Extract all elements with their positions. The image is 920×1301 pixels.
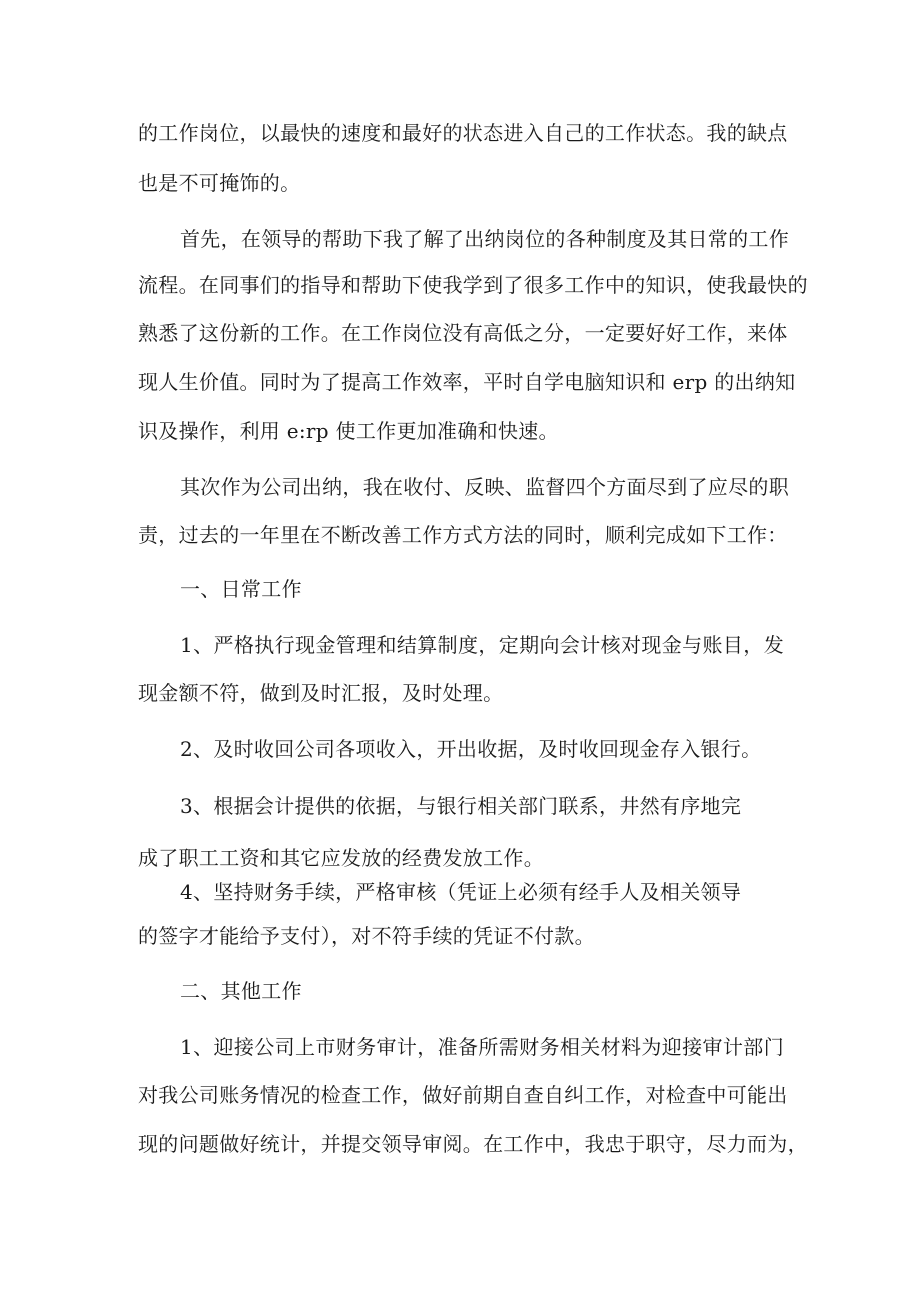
section-heading: 一、日常工作 [180, 577, 302, 601]
paragraph-line: 的签字才能给予支付），对不符手续的凭证不付款。 [138, 924, 595, 948]
paragraph-line: 熟悉了这份新的工作。在工作岗位没有高低之分，一定要好好工作，来体 [138, 321, 788, 345]
section-heading: 二、其他工作 [180, 979, 302, 1003]
paragraph-line: 现的问题做好统计，并提交领导审阅。在工作中，我忠于职守，尽力而为， [138, 1132, 808, 1156]
paragraph-line: 3、根据会计提供的依据，与银行相关部门联系，井然有序地完 [180, 794, 742, 818]
paragraph-line: 流程。在同事们的指导和帮助下使我学到了很多工作中的知识，使我最快的 [138, 273, 808, 297]
paragraph-line: 现金额不符，做到及时汇报，及时处理。 [138, 681, 504, 705]
paragraph-line: 1、迎接公司上市财务审计，准备所需财务相关材料为迎接审计部门 [180, 1035, 784, 1059]
paragraph-line: 的工作岗位，以最快的速度和最好的状态进入自己的工作状态。我的缺点 [138, 121, 788, 145]
paragraph-line: 也是不可掩饰的。 [138, 171, 301, 195]
paragraph-line: 4、坚持财务手续，严格审核（凭证上必须有经手人及相关领导 [180, 880, 742, 904]
paragraph-line: 对我公司账务情况的检查工作，做好前期自查自纠工作，对检查中可能出 [138, 1083, 788, 1107]
paragraph-line: 首先，在领导的帮助下我了解了出纳岗位的各种制度及其日常的工作 [180, 227, 789, 251]
paragraph-line: 现人生价值。同时为了提高工作效率，平时自学电脑知识和 erp 的出纳知 [138, 370, 796, 394]
paragraph-line: 2、及时收回公司各项收入，开出收据，及时收回现金存入银行。 [180, 737, 762, 761]
paragraph-line: 识及操作，利用 e:rp 使工作更加准确和快速。 [138, 419, 559, 443]
paragraph-line: 责，过去的一年里在不断改善工作方式方法的同时，顺利完成如下工作： [138, 523, 788, 547]
paragraph-line: 1、严格执行现金管理和结算制度，定期向会计核对现金与账目，发 [180, 633, 784, 657]
paragraph-line: 成了职工工资和其它应发放的经费发放工作。 [138, 846, 544, 870]
paragraph-line: 其次作为公司出纳，我在收付、反映、监督四个方面尽到了应尽的职 [180, 475, 789, 499]
